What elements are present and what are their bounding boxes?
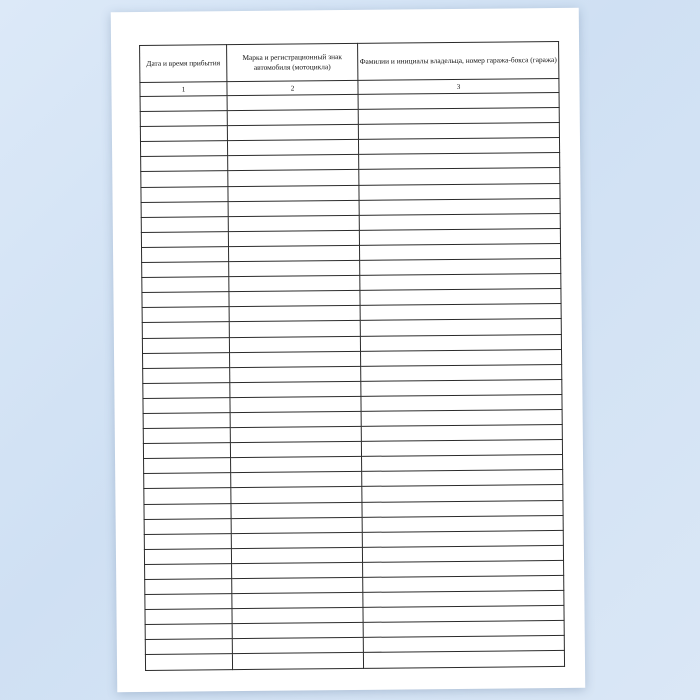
column-number-3: 3	[358, 78, 559, 94]
table-cell[interactable]	[232, 653, 363, 669]
table-cell[interactable]	[144, 533, 231, 549]
table-cell[interactable]	[228, 185, 359, 201]
table-cell[interactable]	[141, 231, 228, 247]
table-cell[interactable]	[144, 458, 231, 474]
table-cell[interactable]	[232, 638, 363, 654]
column-number-1: 1	[140, 82, 227, 97]
table-cell[interactable]	[144, 473, 231, 489]
table-row[interactable]	[145, 651, 564, 670]
table-cell[interactable]	[229, 306, 360, 322]
table-cell[interactable]	[140, 141, 227, 157]
table-cell[interactable]	[143, 382, 230, 398]
table-cell[interactable]	[141, 216, 228, 232]
table-cell[interactable]	[231, 532, 362, 548]
table-cell[interactable]	[145, 654, 232, 670]
table-cell[interactable]	[230, 396, 361, 412]
table-cell[interactable]	[228, 215, 359, 231]
table-cell[interactable]	[141, 171, 228, 187]
table-cell[interactable]	[142, 337, 229, 353]
column-header-date-time: Дата и время прибытия	[140, 45, 227, 83]
table-cell[interactable]	[141, 156, 228, 172]
table-cell[interactable]	[228, 200, 359, 216]
table-cell[interactable]	[227, 140, 358, 156]
table-cell[interactable]	[140, 96, 227, 112]
table-body	[140, 92, 564, 670]
table-cell[interactable]	[231, 472, 362, 488]
table-cell[interactable]	[142, 262, 229, 278]
table-cell[interactable]	[227, 125, 358, 141]
column-header-owner: Фамилии и инициалы владельца, номер гаража-бокса (гаража)	[358, 41, 559, 80]
table-cell[interactable]	[143, 428, 230, 444]
table-cell[interactable]	[144, 518, 231, 534]
table-cell[interactable]	[145, 624, 232, 640]
table-cell[interactable]	[143, 398, 230, 414]
table-cell[interactable]	[231, 517, 362, 533]
column-header-vehicle: Марка и регистрационный знак автомобиля (мотоцикла)	[227, 43, 358, 81]
table-cell[interactable]	[228, 230, 359, 246]
table-cell[interactable]	[229, 276, 360, 292]
column-number-2: 2	[227, 80, 358, 95]
table-cell[interactable]	[229, 321, 360, 337]
table-cell[interactable]	[145, 579, 232, 595]
table-cell[interactable]	[230, 366, 361, 382]
table-cell[interactable]	[229, 260, 360, 276]
table-cell[interactable]	[230, 381, 361, 397]
paper-sheet	[111, 8, 586, 692]
table-cell[interactable]	[143, 367, 230, 383]
table-cell[interactable]	[144, 548, 231, 564]
table-cell[interactable]	[145, 639, 232, 655]
table-cell[interactable]	[141, 201, 228, 217]
table-cell[interactable]	[142, 307, 229, 323]
table-cell[interactable]	[230, 411, 361, 427]
table-cell[interactable]	[229, 245, 360, 261]
table-cell[interactable]	[143, 413, 230, 429]
table-cell[interactable]	[142, 247, 229, 263]
table-cell[interactable]	[145, 594, 232, 610]
table-container	[139, 41, 561, 671]
table-cell[interactable]	[142, 292, 229, 308]
table-cell[interactable]	[143, 443, 230, 459]
table-cell[interactable]	[227, 109, 358, 125]
table-cell[interactable]	[228, 170, 359, 186]
table-cell[interactable]	[229, 336, 360, 352]
table-cell[interactable]	[140, 126, 227, 142]
table-cell[interactable]	[142, 277, 229, 293]
table-cell[interactable]	[230, 426, 361, 442]
table-cell[interactable]	[144, 488, 231, 504]
table-cell[interactable]	[230, 442, 361, 458]
table-cell[interactable]	[231, 457, 362, 473]
table-cell[interactable]	[231, 547, 362, 563]
table-cell[interactable]	[143, 352, 230, 368]
table-cell[interactable]	[232, 623, 363, 639]
table-cell[interactable]	[229, 291, 360, 307]
table-cell[interactable]	[227, 94, 358, 110]
registration-table	[139, 41, 565, 671]
table-header-row	[140, 41, 559, 82]
table-cell[interactable]	[232, 577, 363, 593]
table-cell[interactable]	[142, 322, 229, 338]
table-cell[interactable]	[232, 608, 363, 624]
table-cell[interactable]	[231, 487, 362, 503]
table-cell[interactable]	[140, 111, 227, 127]
table-cell[interactable]	[145, 609, 232, 625]
table-cell[interactable]	[232, 562, 363, 578]
table-head	[140, 41, 559, 96]
table-cell[interactable]	[231, 502, 362, 518]
table-cell[interactable]	[145, 564, 232, 580]
table-cell[interactable]	[141, 186, 228, 202]
table-cell[interactable]	[230, 351, 361, 367]
table-cell[interactable]	[228, 155, 359, 171]
table-cell[interactable]	[363, 651, 564, 668]
table-cell[interactable]	[144, 503, 231, 519]
table-cell[interactable]	[232, 592, 363, 608]
